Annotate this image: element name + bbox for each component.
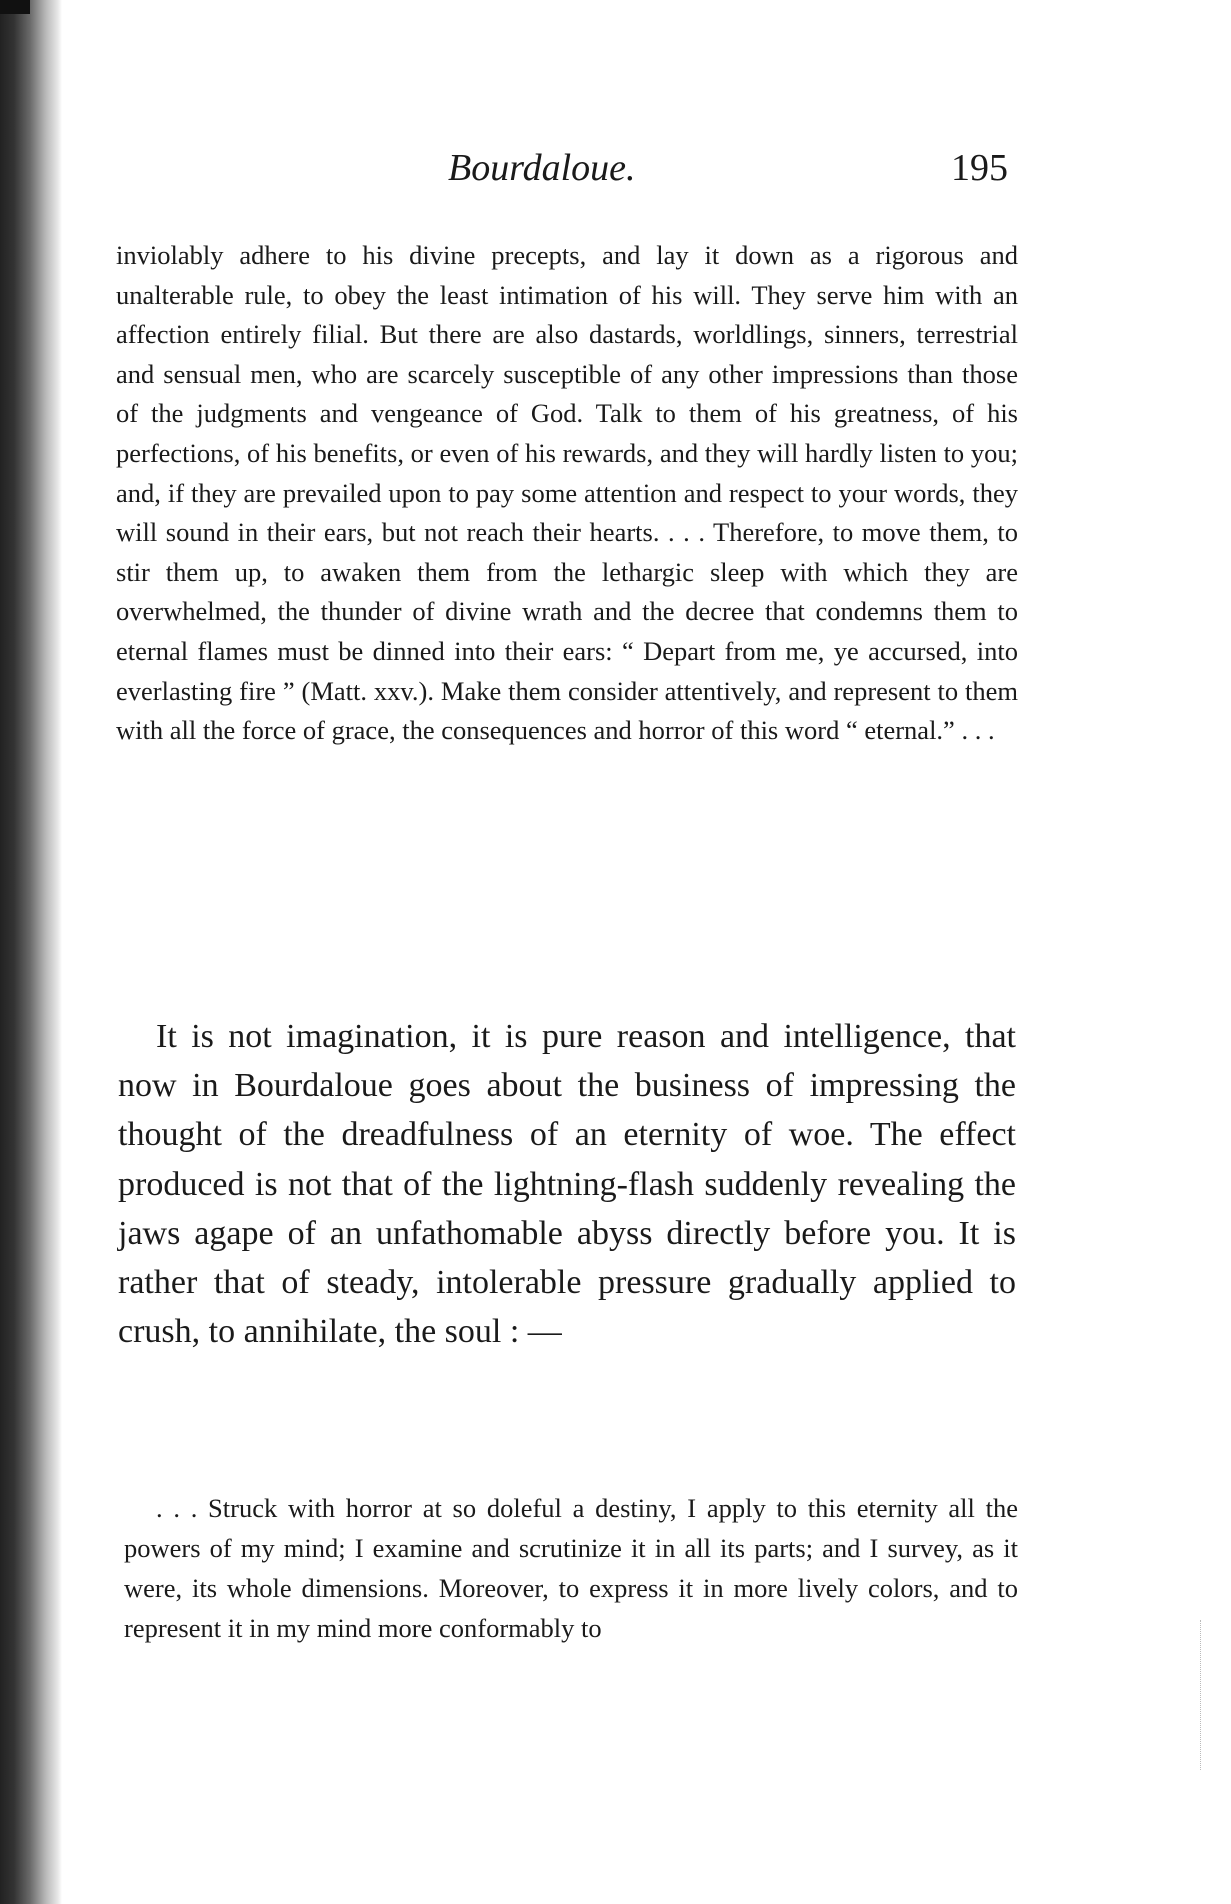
block-quote-continued: inviolably adhere to his divine precepts, and lay it down as a rigorous and unalterable rule, to obey the least intimation of his will. They serve him with an affection entirely filial. But there are also dastards, worldlings, sinners, terrestrial and sensual men, who are scarcely susceptible of any other impressions than those of the judgments and vengeance of God. Talk to them of his greatness, of his perfections, of his benefits, or even of his rewards, and they will hardly listen to you; and, if they are prevailed upon to pay some attention and respect to your words, they will sound in their ears, but not reach their hearts. . . . Therefore, to move them, to stir them up, to awaken them from the lethargic sleep with which they are overwhelmed, the thunder of divine wrath and the decree that condemns them to eternal flames must be dinned into their ears: “ Depart from me, ye accursed, into everlasting fire ” (Matt. xxv.). Make them consider attentively, and represent to them with all the force of grace, the consequences and horror of this word “ eternal.” . . . <box>116 240 1018 746</box>
running-title: Bourdaloue. <box>448 147 636 189</box>
main-paragraph: It is not imagination, it is pure reason and intelligence, that now in Bourdaloue goes about the business of impressing the thought of the dreadfulness of an eternity of woe. The effect produced is not that of the lightning-flash suddenly revealing the jaws agape of an unfathomable abyss directly before you. It is rather that of steady, intolerable pressure gradually applied to crush, to annihilate, the soul : — <box>118 1018 1016 1351</box>
scan-margin-artifact <box>1200 1620 1202 1770</box>
scan-corner-mark <box>0 0 30 14</box>
scan-gutter-shadow <box>0 0 62 1904</box>
page-number: 195 <box>951 147 1008 189</box>
block-quote-second: . . . Struck with horror at so doleful a destiny, I apply to this eternity all the powers of my mind; I examine and scrutinize it in all its parts; and I survey, as it were, its whole dimensions. Moreover, to express it in more lively colors, and to represent it in my mind more conformably to <box>124 1493 1018 1643</box>
page-header <box>118 146 1018 206</box>
